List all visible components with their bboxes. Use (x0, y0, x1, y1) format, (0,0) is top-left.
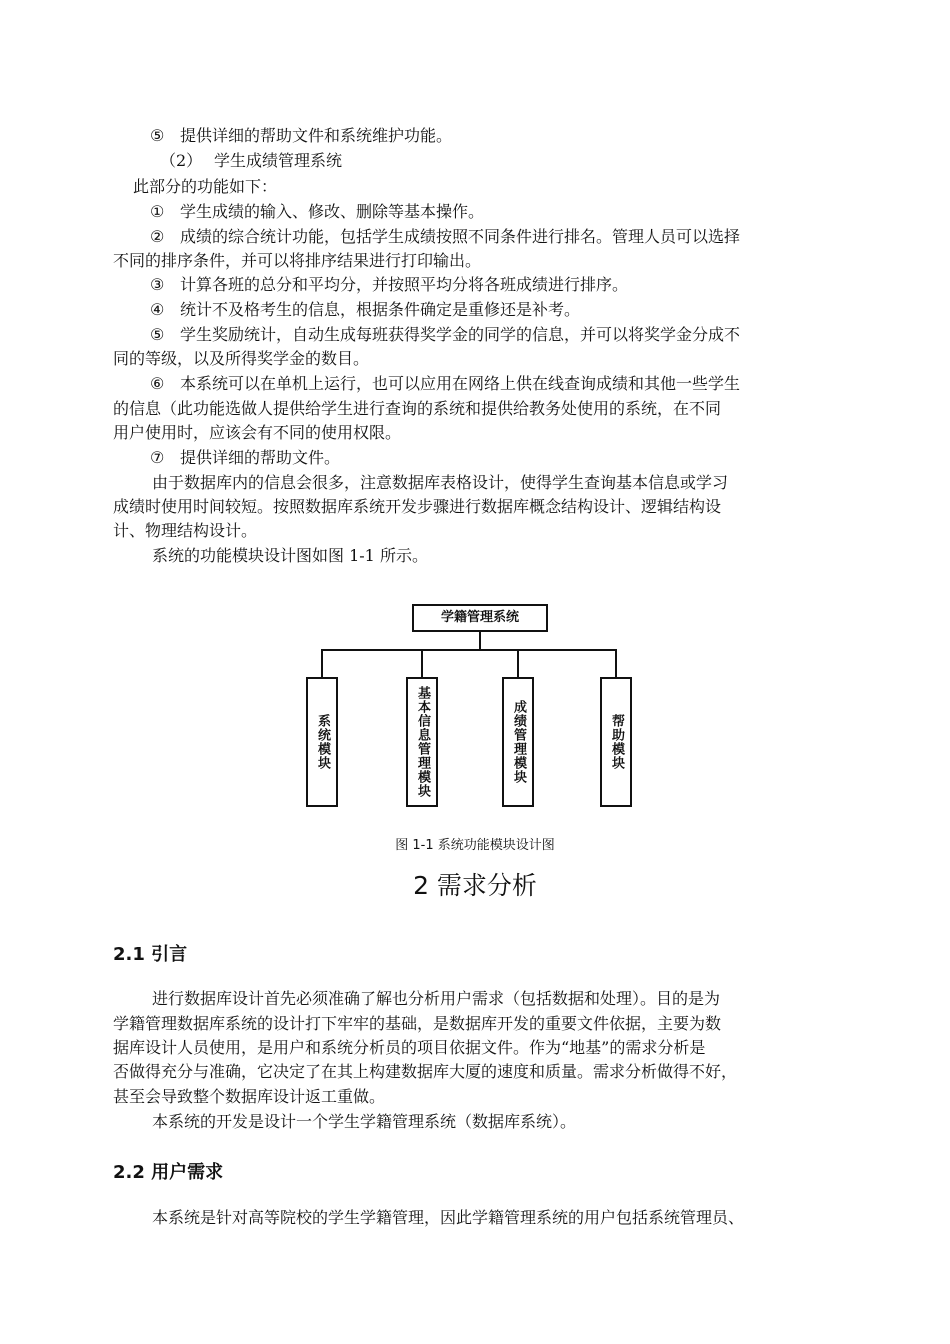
paragraph-line: 甚至会导致整个数据库设计返工重做。 (113, 1087, 386, 1106)
connector-line (479, 632, 481, 650)
connector-line (615, 649, 617, 677)
item-continuation: 用户使用时，应该会有不同的使用权限。 (113, 423, 402, 442)
paragraph-line: 据库设计人员使用，是用户和系统分析员的项目依据文件。作为“地基”的需求分析是 (113, 1038, 706, 1057)
item-number: ⑤ (150, 126, 165, 145)
item-text: 计算各班的总分和平均分，并按照平均分将各班成绩进行排序。 (180, 275, 629, 294)
module-box-system (306, 677, 338, 807)
module-label: 系统模块 (315, 714, 330, 770)
paragraph-line: 本系统的开发是设计一个学生学籍管理系统（数据库系统）。 (152, 1112, 577, 1131)
item-text: 成绩的综合统计功能，包括学生成绩按照不同条件进行排名。管理人员可以选择 (180, 227, 741, 246)
chapter-title: 2 需求分析 (413, 871, 537, 900)
connector-line (321, 649, 617, 651)
item-continuation: 不同的排序条件，并可以将排序结果进行打印输出。 (113, 251, 482, 270)
subsection-title: 学生成绩管理系统 (214, 151, 343, 170)
figure-caption: 图 1-1 系统功能模块设计图 (395, 838, 555, 853)
connector-line (321, 649, 323, 677)
paragraph-line: 学籍管理数据库系统的设计打下牢牢的基础，是数据库开发的重要文件依据，主要为数 (113, 1014, 722, 1033)
item-text: 提供详细的帮助文件和系统维护功能。 (180, 126, 453, 145)
paragraph-line: 否做得充分与准确，它决定了在其上构建数据库大厦的速度和质量。需求分析做得不好， (113, 1062, 738, 1081)
item-number: ④ (150, 300, 165, 319)
module-label: 成绩管理模块 (511, 700, 526, 784)
list-item (150, 200, 484, 224)
item-text: 提供详细的帮助文件。 (180, 448, 341, 467)
module-box-grades (502, 677, 534, 807)
item-text: 统计不及格考生的信息，根据条件确定是重修还是补考。 (180, 300, 581, 319)
item-number: ⑦ (150, 448, 165, 467)
subsection-number: （2） (160, 151, 203, 170)
paragraph-line: 系统的功能模块设计图如图 1-1 所示。 (152, 546, 428, 565)
list-item (150, 298, 580, 322)
list-item (150, 225, 740, 249)
item-text: 本系统可以在单机上运行，也可以应用在网络上供在线查询成绩和其他一些学生 (180, 374, 741, 393)
item-number: ① (150, 202, 165, 221)
diagram-root-box: 学籍管理系统 (412, 604, 548, 632)
item-number: ⑥ (150, 374, 165, 393)
section-heading: 2.2 用户需求 (113, 1162, 224, 1183)
connector-line (517, 649, 519, 677)
intro-text: 此部分的功能如下： (133, 177, 278, 196)
item-text: 学生成绩的输入、修改、删除等基本操作。 (180, 202, 485, 221)
list-item (150, 273, 628, 297)
item-number: ② (150, 227, 165, 246)
item-number: ③ (150, 275, 165, 294)
module-label: 基本信息管理模块 (415, 686, 430, 798)
list-item (150, 124, 452, 148)
paragraph-line: 计、物理结构设计。 (113, 521, 258, 540)
item-number: ⑤ (150, 325, 165, 344)
module-box-basic-info (406, 677, 438, 807)
item-continuation: 同的等级，以及所得奖学金的数目。 (113, 349, 370, 368)
module-box-help (600, 677, 632, 807)
paragraph-line: 成绩时使用时间较短。按照数据库系统开发步骤进行数据库概念结构设计、逻辑结构设 (113, 497, 722, 516)
list-item (150, 446, 340, 470)
paragraph-line: 由于数据库内的信息会很多，注意数据库表格设计，使得学生查询基本信息或学习 (152, 473, 729, 492)
subsection-heading (160, 149, 342, 173)
connector-line (421, 649, 423, 677)
paragraph-line: 本系统是针对高等院校的学生学籍管理，因此学籍管理系统的用户包括系统管理员、 (152, 1208, 745, 1227)
section-heading: 2.1 引言 (113, 944, 188, 965)
paragraph-line: 进行数据库设计首先必须准确了解也分析用户需求（包括数据和处理）。目的是为 (152, 989, 721, 1008)
module-label: 帮助模块 (609, 714, 624, 770)
item-text: 学生奖励统计，自动生成每班获得奖学金的同学的信息，并可以将奖学金分成不 (180, 325, 741, 344)
list-item (150, 372, 740, 396)
module-diagram (300, 596, 650, 816)
item-continuation: 的信息（此功能选做人提供给学生进行查询的系统和提供给教务处使用的系统，在不同 (113, 399, 722, 418)
list-item (150, 323, 740, 347)
